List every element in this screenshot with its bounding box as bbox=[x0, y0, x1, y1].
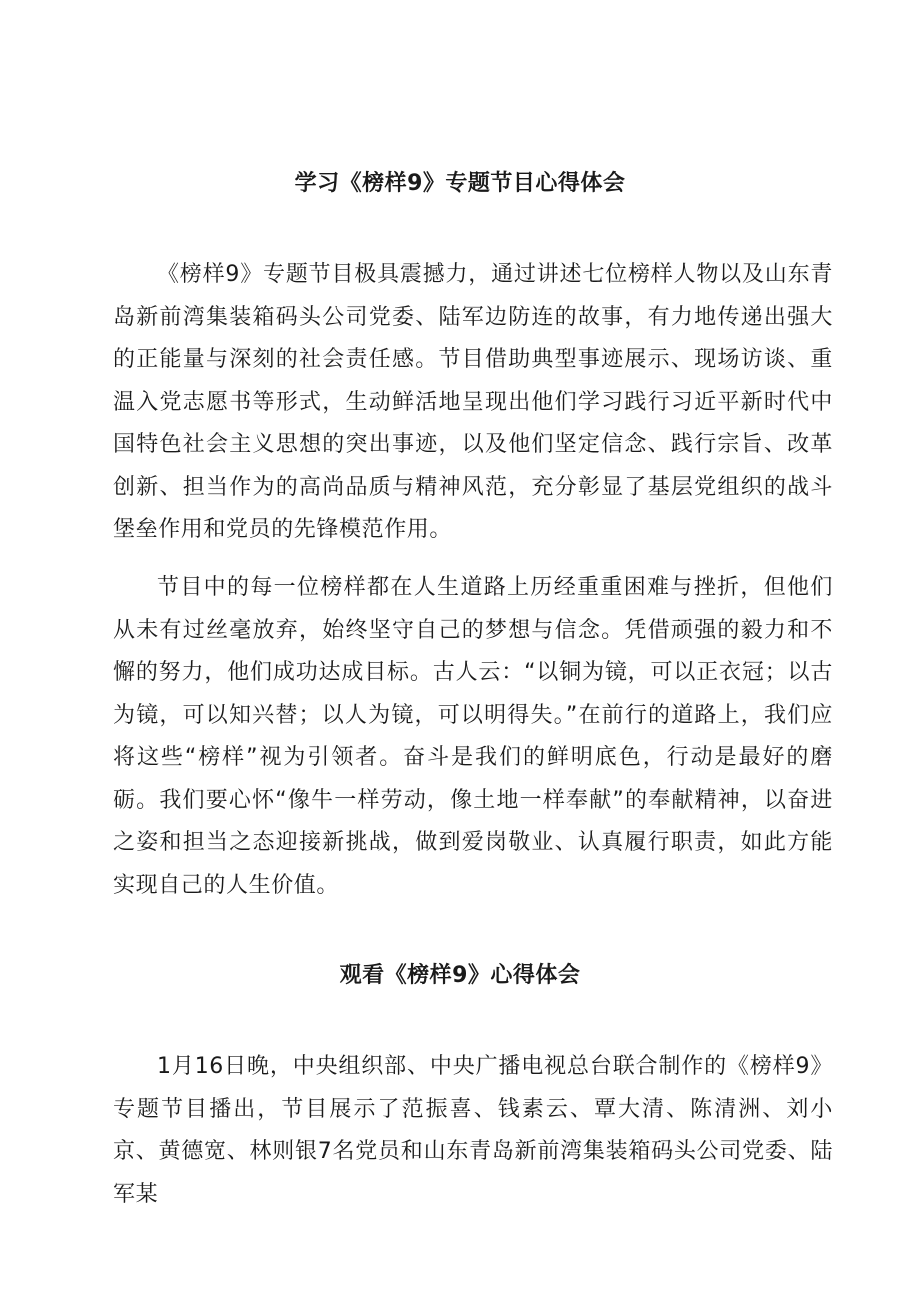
section-1-paragraph-1: 《榜样9》专题节目极具震撼力，通过讲述七位榜样人物以及山东青岛新前湾集装箱码头公司党委、陆军边防连的故事，有力地传递出强大的正能量与深刻的社会责任感。节目借助典型事迹展示、现场访谈、重温入党志愿书等形式，生动鲜活地呈现出他们学习践行习近平新时代中国特色社会主义思想的突出事迹，以及他们坚定信念、践行宗旨、改革创新、担当作为的高尚品质与精神风范，充分彰显了基层党组织的战斗堡垒作用和党员的先锋模范作用。 bbox=[113, 262, 833, 542]
section-1-paragraph-2: 节目中的每一位榜样都在人生道路上历经重重困难与挫折，但他们从未有过丝毫放弃，始终坚守自己的梦想与信念。凭借顽强的毅力和不懈的努力，他们成功达成目标。古人云：“以铜为镜，可以正衣冠；以古为镜，可以知兴替；以人为镜，可以明得失。”在前行的道路上，我们应将这些“榜样”视为引领者。奋斗是我们的鲜明底色，行动是最好的磨砺。我们要心怀“像牛一样劳动，像土地一样奉献”的奉献精神，以奋进之姿和担当之态迎接新挑战，做到爱岗敬业、认真履行职责，如此方能实现自己的人生价值。 bbox=[113, 575, 833, 898]
section-1-title: 学习《榜样9》专题节目心得体会 bbox=[294, 171, 626, 196]
section-2-title: 观看《榜样9》心得体会 bbox=[339, 963, 581, 988]
section-2-paragraph-1: 1月16日晚，中央组织部、中央广播电视总台联合制作的《榜样9》专题节目播出，节目展示了范振喜、钱素云、覃大清、陈清洲、刘小京、黄德宽、林则银7名党员和山东青岛新前湾集装箱码头公司党委、陆军某 bbox=[113, 1054, 833, 1207]
